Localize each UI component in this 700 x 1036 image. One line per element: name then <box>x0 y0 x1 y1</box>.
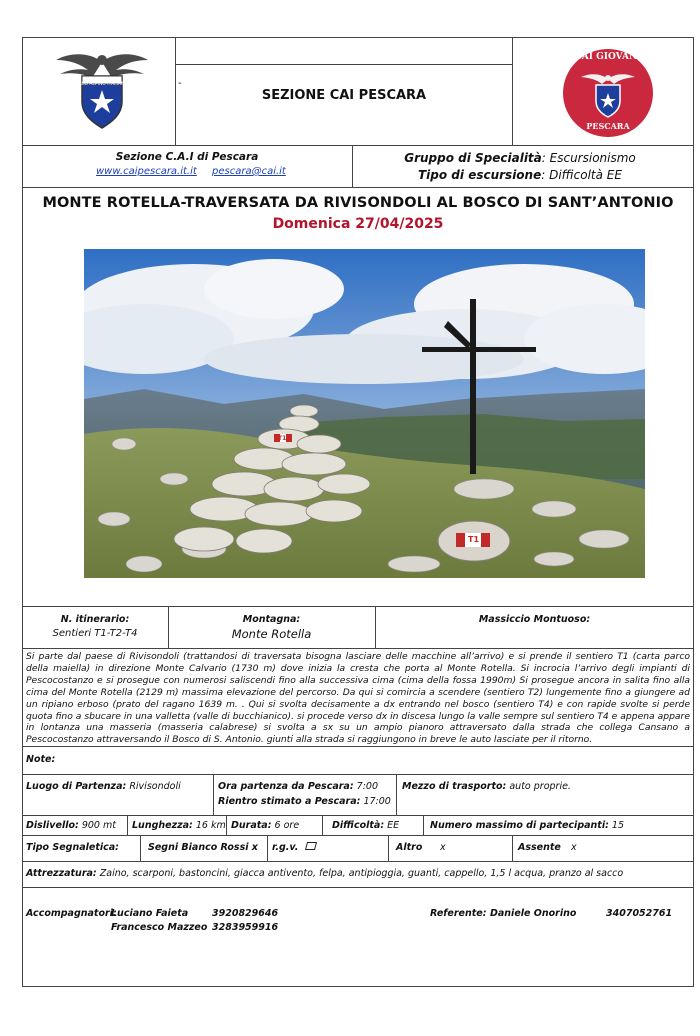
ora-label: Ora partenza da Pescara: <box>218 781 354 792</box>
mezzo-field <box>402 781 571 792</box>
assente-value: x <box>571 842 577 853</box>
trail-marker-rock-label: T1 <box>468 535 480 544</box>
ora-field <box>218 781 378 792</box>
durata-value: 6 ore <box>274 820 300 831</box>
checkbox-icon <box>305 842 317 850</box>
partenza-value: Rivisondoli <box>129 781 181 792</box>
page-title: MONTE ROTELLA-TRAVERSATA DA RIVISONDOLI AL BOSCO DI SANT’ANTONIO <box>42 195 674 211</box>
accompagnatore-2-name: Francesco Mazzeo <box>111 922 208 933</box>
tipo-label: Tipo di escursione <box>418 168 542 182</box>
rientro-field <box>218 796 391 807</box>
accompagnatore-1-phone: 3920829646 <box>212 908 279 919</box>
ora-value: 7:00 <box>356 781 379 792</box>
itinerario-label: N. itinerario: <box>60 614 130 625</box>
rientro-value: 17:00 <box>363 796 391 807</box>
accompagnatore-2-phone: 3283959916 <box>212 922 279 933</box>
logo-bottom-text: PESCARA <box>586 121 630 131</box>
accompagnatori-label: Accompagnatori: <box>26 908 117 919</box>
montagna-label: Montagna: <box>242 614 301 625</box>
logo-top-text: CAI GIOVANI <box>574 52 642 62</box>
dislivello-field <box>26 820 116 831</box>
summit-photo <box>84 249 645 578</box>
itinerario-value: Sentieri T1-T2-T4 <box>52 628 138 639</box>
altro-value: x <box>440 842 446 853</box>
difficolta-field <box>332 820 399 831</box>
route-description: Si parte dal paese di Rivisondoli (trattandosi di traversata bisogna lasciare delle macchine all’arrivo) e si prende il sentiero T1 (carta parco della maiella) in direzione Monte Calvario (1730 m) dove inizia la cresta che porta al Monte Rotella. Si incrocia l’arrivo degli impianti di Pescocostanzo e si prosegue con numerosi saliscendi fino alla successiva cima (cima della fossa 1990m) Si prosegue ancora in salita fino alla cima del Monte Rotella (2129 m) massima elevazione del percorso. Da qui si comircia a scendere (sentiero T2) lungemente fino a giungere ad un ripiano erboso (prato del ragano 1639 m. . Qui si svolta decisamente a dx entrando nel bosco (sentiero T4) e con rapide svolte si perde quota fino a sbucare in una valletta (valle di bucchianico). si procede verso dx in discesa lungo la valle sempre sul sentiero T4 e appena appare in lontanza una masseria (masseria calabrese) si svolta a sx su un ampio pianoro attraversato dalla strada che collega Cansano a Pescocostanzo attraversando il Bosco di S. Antonio. giunti alla strada si raggiungono in breve le auto lasciate per il ritorno. <box>26 651 690 746</box>
partecipanti-field <box>430 820 624 831</box>
dislivello-value: 900 mt <box>81 820 116 831</box>
partenza-label: Luogo di Partenza: <box>26 781 127 792</box>
gruppo-specialita: Gruppo di Specialità: Escursionismo <box>404 151 636 165</box>
section-title: SEZIONE CAI PESCARA <box>261 88 427 103</box>
header-dash: - <box>178 78 182 89</box>
attrezzatura-label: Attrezzatura: <box>26 868 97 879</box>
difficolta-label: Difficoltà: <box>332 820 385 831</box>
tipo-value: Difficoltà EE <box>549 168 622 182</box>
massiccio-label: Massiccio Montuoso: <box>478 614 591 625</box>
lunghezza-field <box>132 820 226 831</box>
contact-title: Sezione C.A.I di Pescara <box>115 151 259 163</box>
gruppo-label: Gruppo di Specialità <box>404 151 542 165</box>
rgv-label: r.g.v. <box>272 842 299 853</box>
referente-name: Daniele Onorino <box>490 908 577 919</box>
attrezzatura-field <box>26 868 690 879</box>
event-date: Domenica 27/04/2025 <box>272 216 444 232</box>
website-link[interactable]: www.caipescara.it.it <box>96 166 197 177</box>
lunghezza-label: Lunghezza: <box>132 820 193 831</box>
dislivello-label: Dislivello: <box>26 820 79 831</box>
gruppo-value: Escursionismo <box>549 151 636 165</box>
rientro-label: Rientro stimato a Pescara: <box>218 796 361 807</box>
difficolta-value: EE <box>387 820 400 831</box>
trail-marker-label: T1 <box>278 435 287 442</box>
segni-option: Segni Bianco Rossi x <box>148 842 258 853</box>
attrezzatura-value: Zaino, scarponi, bastoncini, giacca antivento, felpa, antipioggia, guanti, cappello, 1,5 l acqua, pranzo al sacco <box>99 868 624 879</box>
referente-phone: 3407052761 <box>606 908 673 919</box>
mezzo-value: auto proprie. <box>509 781 571 792</box>
assente-label: Assente <box>518 842 561 853</box>
rgv-option <box>272 842 316 853</box>
partecipanti-value: 15 <box>611 820 625 831</box>
tipo-escursione: Tipo di escursione: Difficoltà EE <box>418 168 622 182</box>
lunghezza-value: 16 km <box>195 820 226 831</box>
note-label: Note: <box>26 754 56 765</box>
email-link[interactable]: pescara@cai.it <box>212 166 286 177</box>
mezzo-label: Mezzo di trasporto: <box>402 781 507 792</box>
referente-label: Referente: <box>430 908 487 919</box>
altro-label: Altro <box>396 842 423 853</box>
partenza-field <box>26 781 181 792</box>
partecipanti-label: Numero massimo di partecipanti: <box>430 820 609 831</box>
cai-logo-text: CLUB ALPINO ITALIANO <box>76 82 128 87</box>
segnaletica-label: Tipo Segnaletica: <box>26 842 119 853</box>
accompagnatore-1-name: Luciano Faieta <box>111 908 189 919</box>
durata-label: Durata: <box>231 820 272 831</box>
durata-field <box>231 820 299 831</box>
montagna-value: Monte Rotella <box>231 627 312 641</box>
